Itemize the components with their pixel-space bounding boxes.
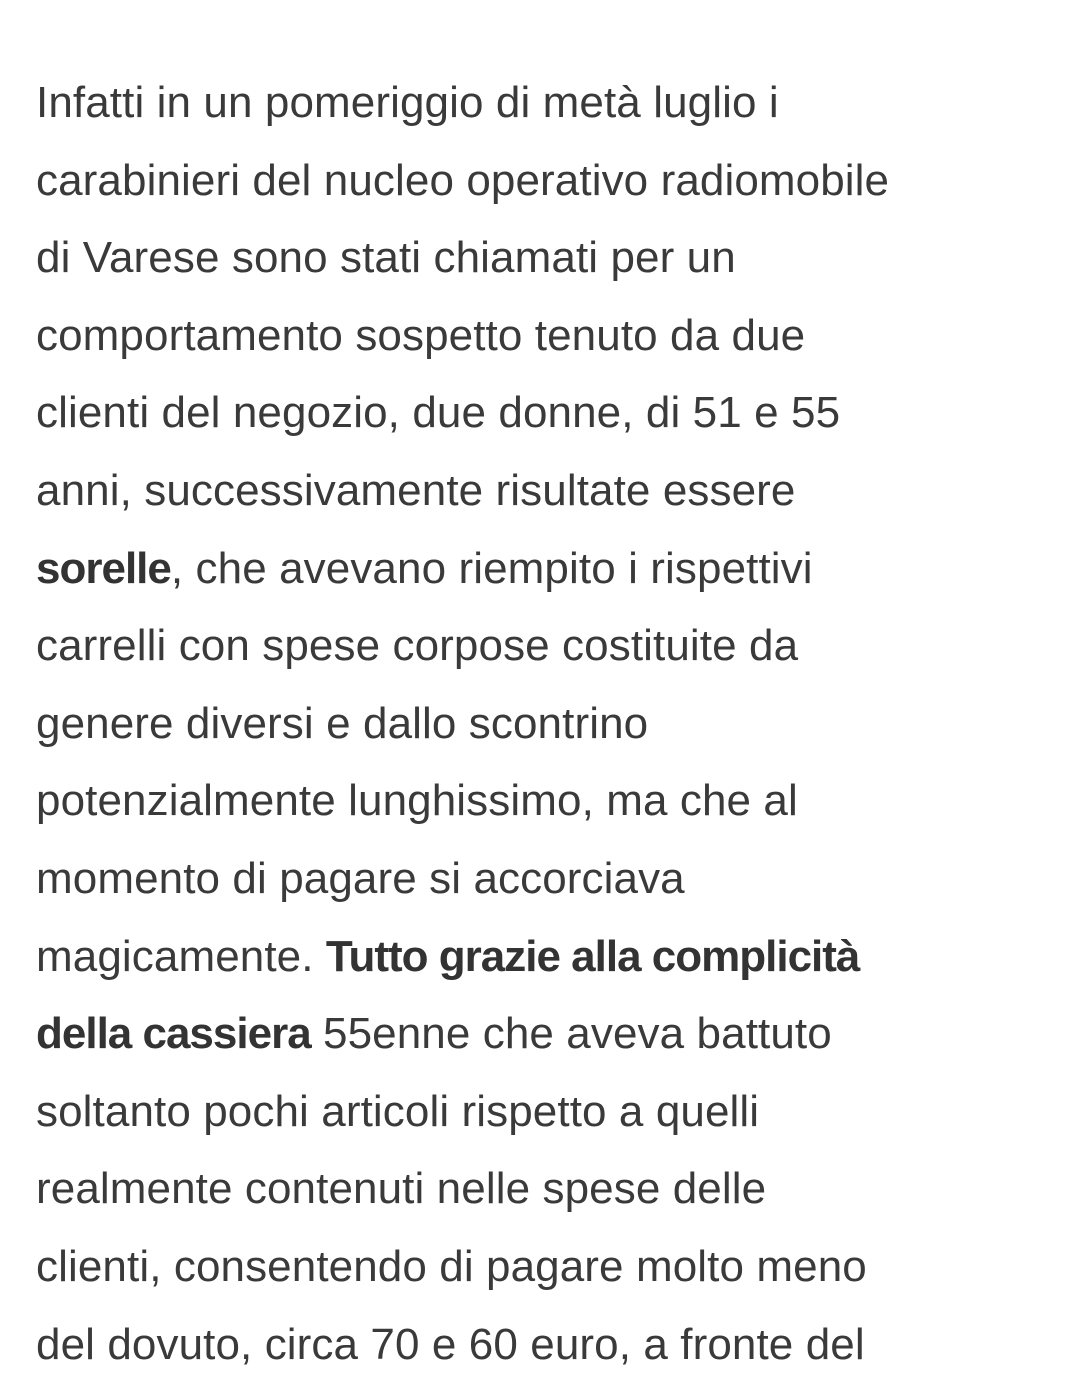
paragraph-line: potenzialmente lunghissimo, ma che al [36, 762, 1056, 840]
paragraph-line: del dovuto, circa 70 e 60 euro, a fronte del [36, 1306, 1056, 1383]
paragraph-line: realmente contenuti nelle spese delle [36, 1150, 1056, 1228]
article-body [36, 64, 1056, 1383]
paragraph-text: 55enne che aveva battuto [311, 1009, 832, 1058]
bold-text: della cassiera [36, 1009, 311, 1058]
paragraph-line [36, 995, 1056, 1073]
paragraph-line: di Varese sono stati chiamati per un [36, 219, 1056, 297]
paragraph-line [36, 918, 1056, 996]
paragraph-line: clienti del negozio, due donne, di 51 e 55 [36, 374, 1056, 452]
paragraph-line: clienti, consentendo di pagare molto meno [36, 1228, 1056, 1306]
paragraph-line: soltanto pochi articoli rispetto a quelli [36, 1073, 1056, 1151]
bold-text: Tutto grazie alla complicità [326, 932, 860, 981]
paragraph-line: momento di pagare si accorciava [36, 840, 1056, 918]
paragraph-text: magicamente. [36, 932, 326, 981]
paragraph-line: anni, successivamente risultate essere [36, 452, 1056, 530]
bold-text: sorelle [36, 544, 171, 593]
paragraph-text: , che avevano riempito i rispettivi [171, 544, 813, 593]
paragraph-line [36, 530, 1056, 608]
paragraph-line: genere diversi e dallo scontrino [36, 685, 1056, 763]
paragraph-line: carabinieri del nucleo operativo radiomobile [36, 142, 1056, 220]
paragraph-line: Infatti in un pomeriggio di metà luglio i [36, 64, 1056, 142]
paragraph-line: comportamento sospetto tenuto da due [36, 297, 1056, 375]
paragraph-line: carrelli con spese corpose costituite da [36, 607, 1056, 685]
